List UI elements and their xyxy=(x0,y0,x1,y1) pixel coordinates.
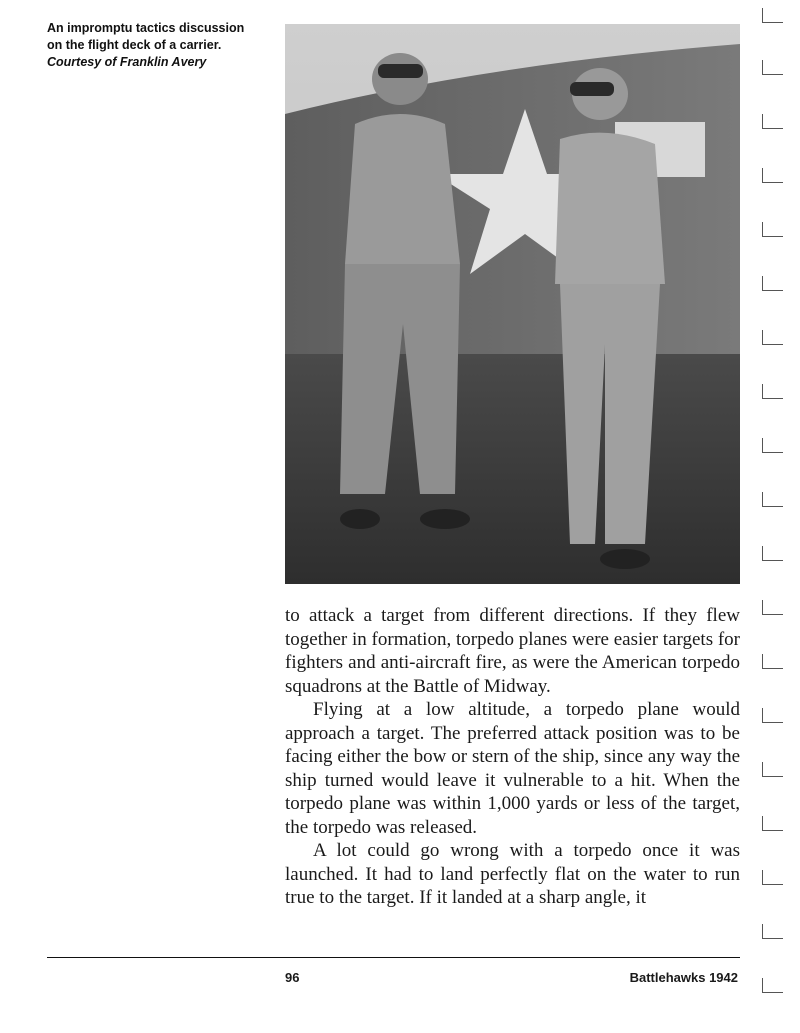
photograph-image xyxy=(285,24,740,584)
edge-tab xyxy=(762,870,783,885)
caption-text: An impromptu tactics discussion on the flight deck of a carrier. xyxy=(47,21,245,52)
paragraph: Flying at a low altitude, a torpedo plane would approach a target. The preferred attack position was to be facing either the bow or stern of the ship, since any way the ship turned would leave it vulnerable to a hit. When the torpedo plane was within 1,000 yards or less of the target, the torpedo was released. xyxy=(285,699,740,838)
edge-tab xyxy=(762,654,783,669)
footer-rule xyxy=(47,957,740,958)
edge-tab xyxy=(762,168,783,183)
edge-tab xyxy=(762,978,783,993)
photo-caption xyxy=(47,20,252,71)
paragraph: A lot could go wrong with a torpedo once it was launched. It had to land perfectly flat on the water to run true to the target. If it landed at a sharp angle, it xyxy=(285,840,740,908)
edge-tab xyxy=(762,762,783,777)
paragraph: to attack a target from different directions. If they flew together in formation, torpedo planes were easier targets for fighters and anti-aircraft fire, as were the American torpedo squadrons at the Battle of Midway. xyxy=(285,605,740,697)
edge-tab xyxy=(762,708,783,723)
edge-tab xyxy=(762,222,783,237)
edge-tab xyxy=(762,492,783,507)
edge-tab xyxy=(762,330,783,345)
photograph xyxy=(285,24,740,584)
edge-tab xyxy=(762,8,783,23)
edge-tab xyxy=(762,438,783,453)
edge-tab xyxy=(762,60,783,75)
edge-tab xyxy=(762,384,783,399)
edge-tab xyxy=(762,276,783,291)
edge-tab xyxy=(762,114,783,129)
caption-credit: Courtesy of Franklin Avery xyxy=(47,55,207,69)
page-number: 96 xyxy=(285,970,300,985)
edge-tab xyxy=(762,924,783,939)
running-title: Battlehawks 1942 xyxy=(629,970,738,985)
body-text xyxy=(285,604,740,910)
edge-tab xyxy=(762,600,783,615)
edge-tab xyxy=(762,546,783,561)
edge-tabs xyxy=(762,0,800,1033)
edge-tab xyxy=(762,816,783,831)
